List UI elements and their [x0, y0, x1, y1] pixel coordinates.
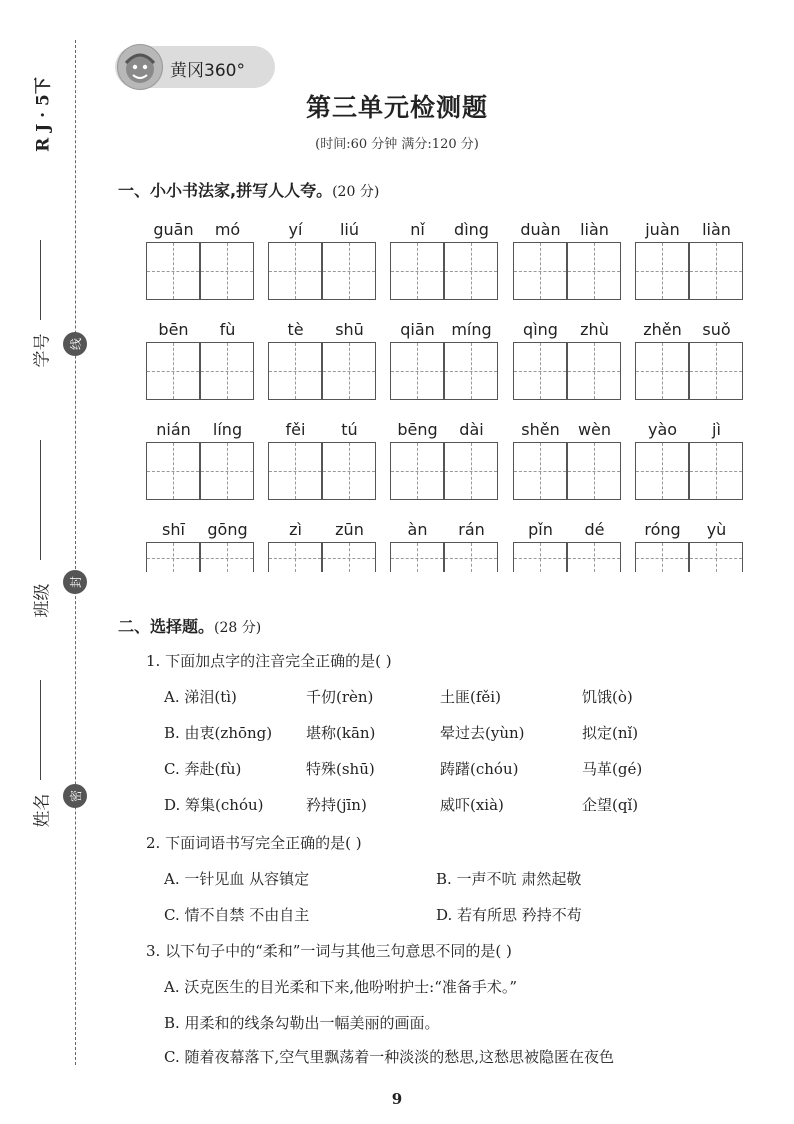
pinyin-label: dài	[459, 420, 484, 439]
question-1-choice: 晕过去(yùn)	[440, 724, 525, 742]
writing-cell[interactable]	[444, 342, 498, 400]
pinyin-label: bēn	[158, 320, 189, 339]
writing-cell[interactable]	[567, 342, 621, 400]
writing-cell[interactable]	[390, 542, 444, 572]
writing-cell[interactable]	[635, 442, 689, 500]
question-3-option-a: A. 沃克医生的目光柔和下来,他吩咐护士:“准备手术。”	[164, 978, 518, 996]
pinyin-label: duàn	[520, 220, 561, 239]
page-number: 9	[391, 1090, 403, 1108]
pinyin-label: liàn	[580, 220, 609, 239]
question-3-option-c: C. 随着夜幕落下,空气里飘荡着一种淡淡的愁思,这愁思被隐匿在夜色	[164, 1048, 615, 1066]
writing-cell[interactable]	[689, 542, 743, 572]
question-1-choice: 拟定(nǐ)	[582, 724, 639, 742]
page-title: 第三单元检测题	[305, 93, 488, 122]
writing-cell[interactable]	[390, 342, 444, 400]
writing-cell[interactable]	[322, 342, 376, 400]
pinyin-label: pǐn	[528, 520, 553, 539]
question-1-stem: 1. 下面加点字的注音完全正确的是( )	[146, 652, 392, 670]
writing-cell[interactable]	[268, 542, 322, 572]
writing-cell[interactable]	[268, 342, 322, 400]
writing-cell[interactable]	[146, 442, 200, 500]
writing-cell[interactable]	[268, 242, 322, 300]
writing-cell[interactable]	[268, 442, 322, 500]
writing-cell[interactable]	[322, 442, 376, 500]
writing-cell[interactable]	[146, 342, 200, 400]
logo-text: 黄冈360°	[170, 61, 245, 81]
question-2-choice: C. 情不自禁 不由自主	[164, 906, 310, 924]
question-1-choice: 饥饿(ò)	[582, 688, 633, 706]
pinyin-label: fù	[219, 320, 236, 339]
pinyin-label: líng	[212, 420, 243, 439]
pinyin-label: qiān	[400, 320, 435, 339]
seal-feng: 封	[63, 570, 87, 594]
class-line	[40, 440, 41, 560]
pinyin-label: shī	[162, 520, 185, 539]
student-no-line	[40, 240, 41, 320]
seal-mi: 密	[63, 784, 87, 808]
pinyin-label: shěn	[521, 420, 560, 439]
seal-line: 线	[63, 332, 87, 356]
question-1-choice: 踌躇(chóu)	[440, 760, 519, 778]
pinyin-label: suǒ	[702, 320, 731, 339]
writing-cell[interactable]	[390, 442, 444, 500]
section-1-score: (20 分)	[332, 184, 380, 200]
question-1-choice: D. 筹集(chóu)	[164, 796, 264, 814]
writing-cell[interactable]	[513, 542, 567, 572]
question-1-choice: A. 涕泪(tì)	[164, 688, 237, 706]
writing-cell[interactable]	[200, 542, 254, 572]
section-2-heading	[118, 614, 261, 637]
pinyin-label: dé	[584, 520, 605, 539]
writing-cell[interactable]	[444, 442, 498, 500]
writing-cell[interactable]	[444, 242, 498, 300]
pinyin-label: liú	[339, 220, 360, 239]
question-3-option-b: B. 用柔和的线条勾勒出一幅美丽的画面。	[164, 1014, 440, 1032]
pinyin-label: rán	[458, 520, 485, 539]
pinyin-label: gōng	[207, 520, 248, 539]
pinyin-label: nǐ	[410, 220, 425, 239]
writing-cell[interactable]	[444, 542, 498, 572]
section-2-score: (28 分)	[214, 620, 262, 636]
question-1-choice: 企望(qǐ)	[582, 796, 639, 814]
pinyin-label: fěi	[285, 420, 306, 439]
section-1-label: 一、小小书法家,拼写人人夸。	[118, 181, 333, 200]
section-2-label: 二、选择题。	[118, 617, 215, 636]
question-1-choice: 千仞(rèn)	[306, 688, 374, 706]
writing-cell[interactable]	[200, 242, 254, 300]
writing-cell[interactable]	[689, 442, 743, 500]
pinyin-label: shū	[335, 320, 364, 339]
pinyin-label: dìng	[454, 220, 489, 239]
question-1-choice: 堪称(kān)	[306, 724, 376, 742]
writing-cell[interactable]	[146, 242, 200, 300]
question-1-choice: 威吓(xià)	[440, 796, 504, 814]
writing-cell[interactable]	[635, 542, 689, 572]
pinyin-label: jì	[712, 420, 721, 439]
question-1-choice: 土匪(fěi)	[440, 688, 501, 706]
writing-cell[interactable]	[200, 442, 254, 500]
pinyin-label: zūn	[335, 520, 364, 539]
question-2-stem: 2. 下面词语书写完全正确的是( )	[146, 834, 362, 852]
writing-cell[interactable]	[322, 542, 376, 572]
writing-cell[interactable]	[322, 242, 376, 300]
page-subtitle: (时间:60 分钟 满分:120 分)	[315, 137, 479, 152]
pinyin-label: zhù	[580, 320, 609, 339]
question-2-choice: B. 一声不吭 肃然起敬	[436, 870, 582, 888]
writing-cell[interactable]	[390, 242, 444, 300]
pinyin-label: qìng	[523, 320, 558, 339]
class-label: 班级	[32, 583, 53, 618]
pinyin-label: wèn	[577, 420, 612, 439]
student-no-label: 学号	[32, 333, 53, 368]
grade-label: R J · 5下	[33, 77, 54, 152]
question-2-choice: D. 若有所思 矜持不苟	[436, 906, 582, 924]
writing-cell[interactable]	[513, 242, 567, 300]
writing-cell[interactable]	[689, 242, 743, 300]
writing-cell[interactable]	[635, 342, 689, 400]
pinyin-label: yào	[647, 420, 678, 439]
pinyin-label: bēng	[397, 420, 438, 439]
question-1-choice: 矜持(jīn)	[306, 796, 367, 814]
writing-cell[interactable]	[567, 442, 621, 500]
pinyin-label: mó	[214, 220, 241, 239]
name-label: 姓名	[32, 793, 53, 828]
pinyin-label: juàn	[645, 220, 680, 239]
pinyin-label: yù	[706, 520, 727, 539]
name-line	[40, 680, 41, 780]
pinyin-label: zì	[289, 520, 302, 539]
pinyin-label: tú	[341, 420, 358, 439]
question-1-choice: B. 由衷(zhōng)	[164, 724, 273, 742]
writing-cell[interactable]	[689, 342, 743, 400]
writing-cell[interactable]	[513, 442, 567, 500]
writing-cell[interactable]	[567, 542, 621, 572]
question-1-choice: 特殊(shū)	[306, 760, 375, 778]
pinyin-label: nián	[156, 420, 191, 439]
question-2-choice: A. 一针见血 从容镇定	[164, 870, 310, 888]
binding-dashed-line	[75, 40, 76, 1065]
logo-mascot-icon	[117, 44, 163, 90]
writing-cell[interactable]	[146, 542, 200, 572]
writing-cell[interactable]	[513, 342, 567, 400]
pinyin-label: guān	[153, 220, 194, 239]
question-1-choice: 马革(gé)	[582, 760, 643, 778]
pinyin-label: yí	[288, 220, 303, 239]
question-3-stem: 3. 以下句子中的“柔和”一词与其他三句意思不同的是( )	[146, 942, 512, 960]
pinyin-label: liàn	[702, 220, 731, 239]
pinyin-label: míng	[451, 320, 492, 339]
pinyin-label: àn	[407, 520, 428, 539]
writing-cell[interactable]	[200, 342, 254, 400]
writing-cell[interactable]	[567, 242, 621, 300]
question-1-choice: C. 奔赴(fù)	[164, 760, 242, 778]
writing-cell[interactable]	[635, 242, 689, 300]
pinyin-label: tè	[287, 320, 304, 339]
pinyin-label: zhěn	[643, 320, 682, 339]
section-1-heading	[118, 178, 379, 201]
pinyin-label: róng	[644, 520, 681, 539]
